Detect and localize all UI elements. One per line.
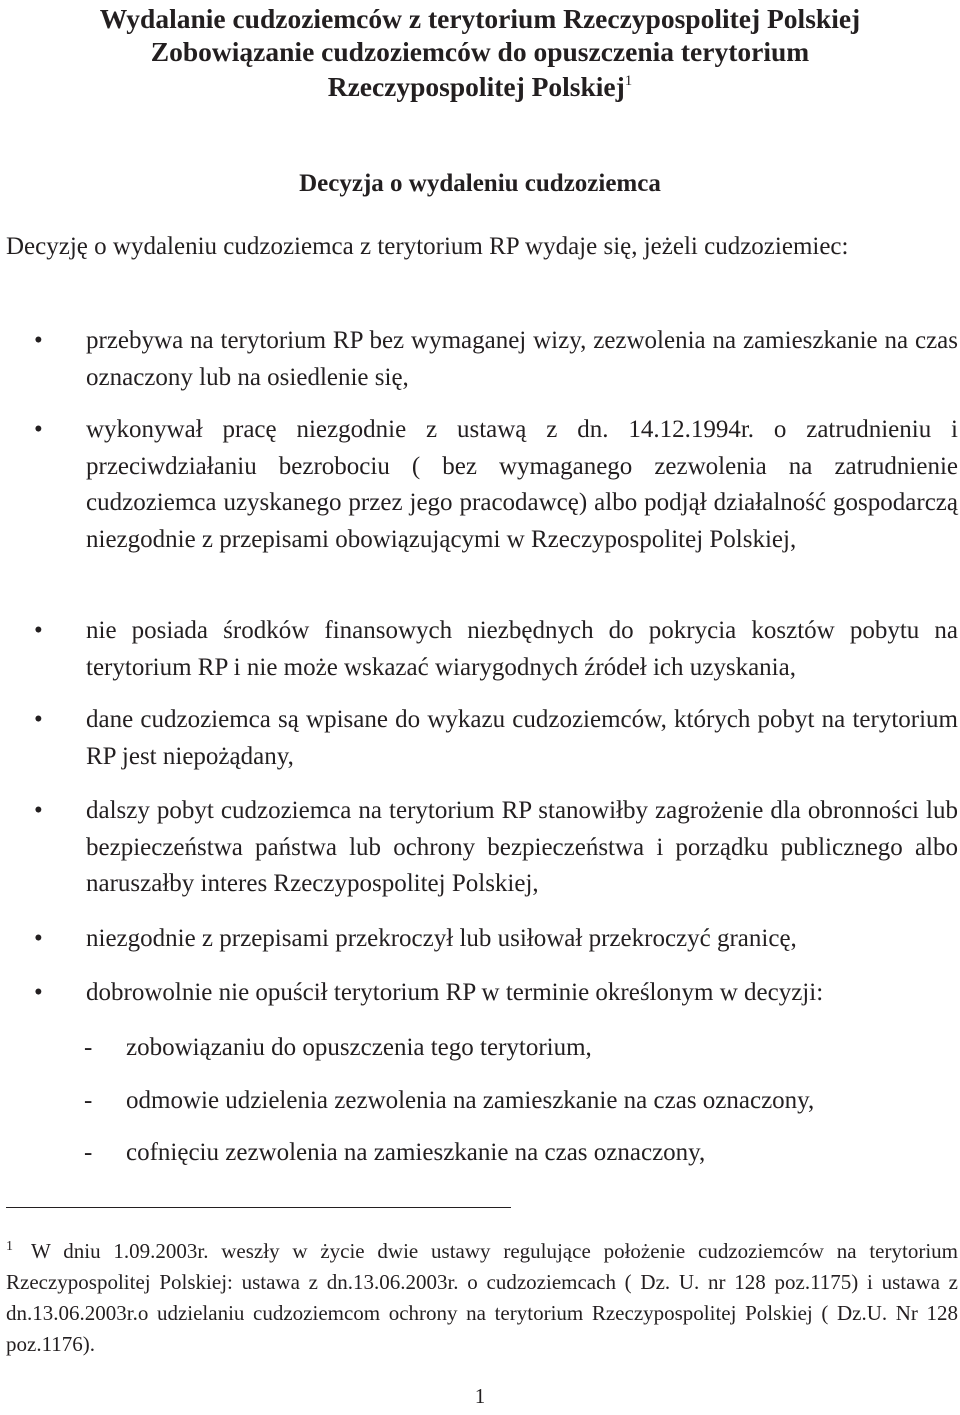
sub-list-item-text: odmowie udzielenia zezwolenia na zamieszkanie na czas oznaczony,: [126, 1087, 815, 1114]
footnote-text: W dniu 1.09.2003r. weszły w życie dwie ustawy regulujące położenie cudzoziemców na terytorium Rzeczypospolitej Polskiej: ustawa z dn.13.06.2003r. o cudzoziemcach ( Dz. U. nr 128 poz.1175) i ustawa z dn.13.06.2003r.o udzielaniu cudzoziemcom ochrony na terytorium Rzeczypospolitej Polskiej ( Dz.U. Nr 128 poz.1176).: [6, 1239, 958, 1356]
list-item-text: dobrowolnie nie opuścił terytorium RP w terminie określonym w decyzji:: [86, 979, 824, 1006]
intro-paragraph: Decyzję o wydaleniu cudzoziemca z terytorium RP wydaje się, jeżeli cudzoziemiec:: [6, 233, 849, 260]
footnote-separator: [6, 1207, 511, 1208]
dash-marker: -: [84, 1139, 93, 1166]
list-item-text: nie posiada środków finansowych niezbędnych do pokrycia kosztów pobytu na terytorium RP i nie może wskazać wiarygodnych źródeł ich uzyskania,: [86, 617, 958, 681]
sub-list-item-text: zobowiązaniu do opuszczenia tego terytorium,: [126, 1034, 592, 1061]
bullet-marker: •: [34, 416, 43, 443]
list-item-text: dalszy pobyt cudzoziemca na terytorium RP stanowiłby zagrożenie dla obronności lub bezpieczeństwa państwa lub ochrony bezpieczeństwa i porządku publicznego albo naruszałby interes Rzeczypospolitej Polskiej,: [86, 797, 958, 897]
title-footnote-ref[interactable]: 1: [624, 73, 633, 89]
bullet-marker: •: [34, 797, 43, 824]
footnote-number: 1: [6, 1239, 13, 1254]
list-item-text: dane cudzoziemca są wpisane do wykazu cudzoziemców, których pobyt na terytorium RP jest niepożądany,: [86, 706, 958, 770]
document-title-line-1: Wydalanie cudzoziemców z terytorium Rzeczypospolitej Polskiej: [99, 3, 861, 34]
dash-marker: -: [84, 1034, 93, 1061]
page-number: 1: [474, 1384, 486, 1408]
bullet-marker: •: [34, 617, 43, 644]
bullet-marker: •: [34, 925, 43, 952]
section-heading: Decyzja o wydaleniu cudzoziemca: [299, 170, 661, 197]
document-title-line-3: [0, 68, 960, 106]
dash-marker: -: [84, 1087, 93, 1114]
list-item-text: przebywa na terytorium RP bez wymaganej wizy, zezwolenia na zamieszkanie na czas oznaczony lub na osiedlenie się,: [86, 327, 958, 391]
bullet-marker: •: [34, 979, 43, 1006]
footnote: [6, 1236, 958, 1360]
bullet-marker: •: [34, 327, 43, 354]
list-item-text: wykonywał pracę niezgodnie z ustawą z dn. 14.12.1994r. o zatrudnieniu i przeciwdziałaniu bezrobociu ( bez wymaganego zezwolenia na zatrudnienie cudzoziemca uzyskanego przez jego pracodawcę) albo podjął działalność gospodarczą niezgodnie z przepisami obowiązującymi w Rzeczypospolitej Polskiej,: [86, 416, 958, 553]
document-title-line-3-text: Rzeczypospolitej Polskiej: [327, 71, 625, 102]
bullet-marker: •: [34, 706, 43, 733]
list-item-text: niezgodnie z przepisami przekroczył lub usiłował przekroczyć granicę,: [86, 925, 797, 952]
sub-list-item-text: cofnięciu zezwolenia na zamieszkanie na czas oznaczony,: [126, 1139, 706, 1166]
document-title-line-2: Zobowiązanie cudzoziemców do opuszczenia terytorium: [150, 36, 810, 67]
